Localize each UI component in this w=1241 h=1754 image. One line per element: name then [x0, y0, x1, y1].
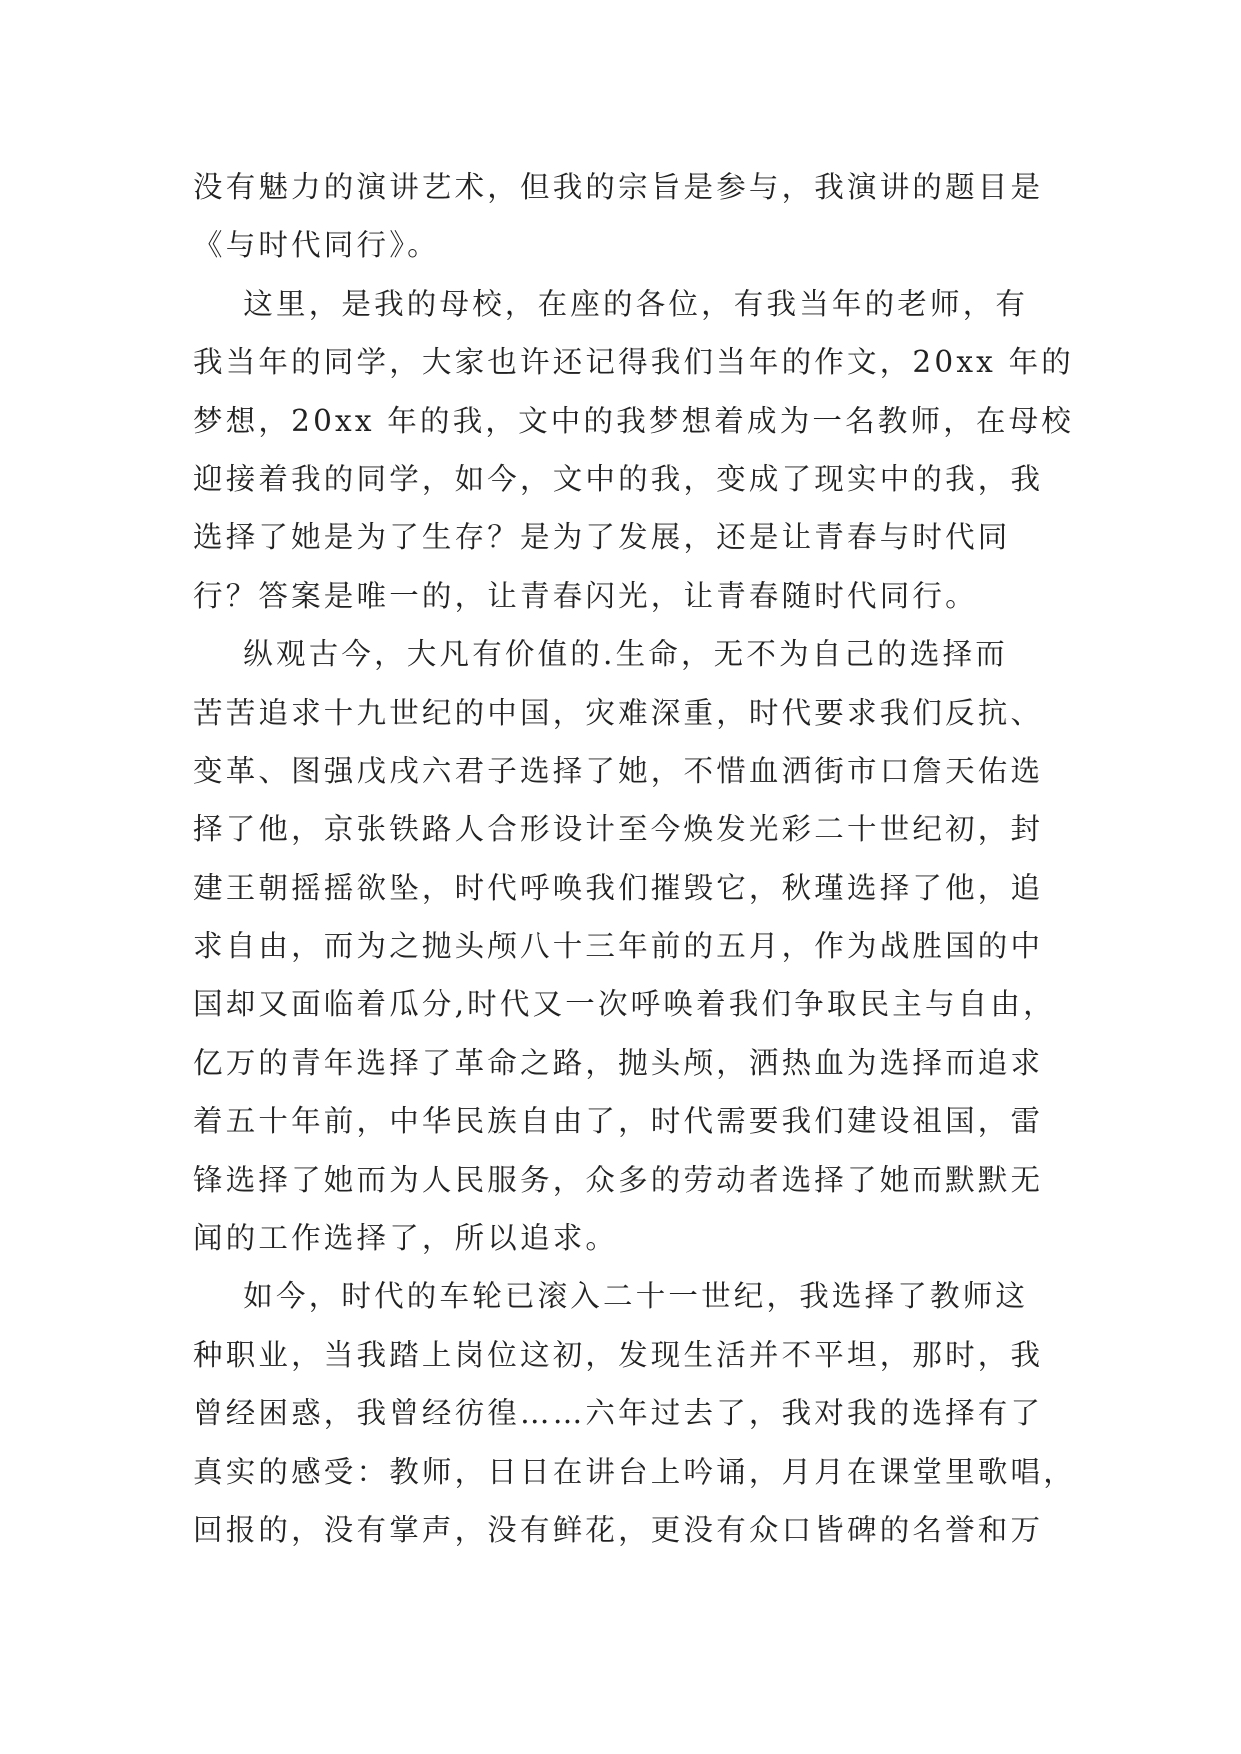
text-line: 曾经困惑，我曾经彷徨……六年过去了，我对我的选择有了: [193, 1396, 1044, 1431]
text-line: 我当年的同学，大家也许还记得我们当年的作文，20xx 年的: [193, 345, 1074, 380]
text-line: 择了他，京张铁路人合形设计至今焕发光彩二十世纪初，封: [193, 812, 1044, 847]
text-line: 变革、图强戊戌六君子选择了她，不惜血洒街市口詹天佑选: [193, 753, 1044, 788]
text-line: 选择了她是为了生存？是为了发展，还是让青春与时代同: [193, 520, 1011, 555]
text-line: 梦想，20xx 年的我，文中的我梦想着成为一名教师，在母校: [193, 403, 1074, 438]
text-line: 苦苦追求十九世纪的中国，灾难深重，时代要求我们反抗、: [193, 695, 1044, 730]
text-line: 回报的，没有掌声，没有鲜花，更没有众口皆碑的名誉和万: [193, 1512, 1044, 1547]
text-line: 《与时代同行》。: [193, 228, 440, 263]
text-line: 行？答案是唯一的，让青春闪光，让青春随时代同行。: [193, 578, 978, 613]
text-line: 真实的感受：教师，日日在讲台上吟诵，月月在课堂里歌唱，: [193, 1454, 1076, 1489]
text-line: 纵观古今，大凡有价值的.生命，无不为自己的选择而: [193, 637, 1008, 672]
text-line: 种职业，当我踏上岗位这初，发现生活并不平坦，那时，我: [193, 1337, 1044, 1372]
text-line: 锋选择了她而为人民服务，众多的劳动者选择了她而默默无: [193, 1162, 1044, 1197]
text-line: 这里，是我的母校，在座的各位，有我当年的老师，有: [193, 286, 1029, 321]
text-line: 求自由，而为之抛头颅八十三年前的五月，作为战胜国的中: [193, 929, 1044, 964]
text-line: 如今，时代的车轮已滚入二十一世纪，我选择了教师这: [193, 1279, 1029, 1314]
text-line: 建王朝摇摇欲坠，时代呼唤我们摧毁它，秋瑾选择了他，追: [193, 870, 1044, 905]
text-line: 国却又面临着瓜分,时代又一次呼唤着我们争取民主与自由，: [193, 987, 1056, 1022]
document-body: [193, 158, 1076, 1559]
text-line: 亿万的青年选择了革命之路，抛头颅，洒热血为选择而追求: [193, 1045, 1044, 1080]
text-line: 没有魅力的演讲艺术，但我的宗旨是参与，我演讲的题目是: [193, 170, 1044, 204]
text-line: 闻的工作选择了，所以追求。: [193, 1221, 619, 1256]
text-line: 着五十年前，中华民族自由了，时代需要我们建设祖国，雷: [193, 1104, 1044, 1139]
text-line: 迎接着我的同学，如今，文中的我，变成了现实中的我，我: [193, 461, 1044, 496]
